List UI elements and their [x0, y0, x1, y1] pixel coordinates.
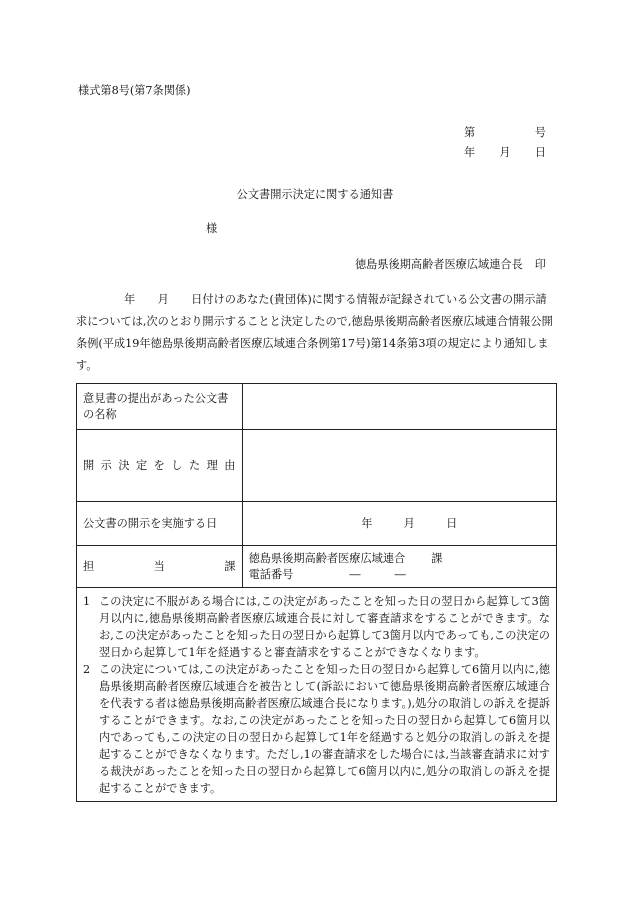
department-suffix: 課 — [431, 551, 443, 565]
disclosure-date-value — [242, 502, 556, 546]
phone-dash: ― — [394, 567, 406, 581]
disclosure-date-parts — [361, 516, 457, 532]
seal-mark: 印 — [534, 258, 546, 271]
department-value — [242, 546, 556, 588]
disclosure-date-label: 公文書の開示を実施する日 — [77, 502, 243, 546]
department-name-line — [249, 551, 550, 567]
issuer-line — [355, 256, 546, 272]
label-char: を — [153, 458, 165, 472]
number-prefix: 第 — [464, 126, 476, 139]
decision-reason-label — [83, 458, 236, 474]
label-char: 定 — [135, 458, 148, 472]
date-month: 月 — [403, 516, 415, 530]
decision-reason-label-cell — [77, 430, 243, 502]
table-row — [77, 430, 557, 502]
label-char: 課 — [224, 559, 236, 573]
document-title: 公文書開示決定に関する通知書 — [236, 188, 394, 201]
note-number: 2 — [83, 663, 91, 676]
label-char: た — [188, 458, 201, 472]
body-text: 年 月 日付けのあなた(貴団体)に関する情報が記録されている公文書の開示請求については,次のとおり開示することと決定したので,徳島県後期高齢者医療広域連合情報公開条例(平成19年徳島県後期高齢者医療広域連合条例第17号)第14条第3項の規定により通知します。 — [76, 293, 553, 372]
document-number-line — [464, 124, 546, 140]
note-item — [83, 593, 550, 661]
note-text: この決定については,この決定があったことを知った日の翌日から起算して6箇月以内に,徳島県後期高齢者医療広域連合を被告として(訴訟において徳島県後期高齢者医療広域連合を代表する者は徳島県後期高齢者医療広域連合長になります。),処分の取消しの訴えを提訴することができます。なお,この決定があったことを知った日の翌日から起算して6箇月以内であっても,この決定の日の翌日から起算して1年を経過すると処分の取消しの訴えを提起することができなくなります。ただし,1の審査請求をした場合には,当該審査請求に対する裁決があったことを知った日の翌日から起算して6箇月以内に,処分の取消しの訴えを提起することができます。 — [99, 663, 550, 795]
number-suffix: 号 — [534, 126, 546, 139]
notes-box — [76, 588, 557, 802]
date-day: 日 — [534, 146, 546, 159]
addressee-honorific: 様 — [206, 222, 218, 235]
date-day: 日 — [446, 516, 458, 530]
label-char: 理 — [206, 458, 218, 472]
info-table — [76, 383, 557, 588]
decision-reason-value — [242, 430, 556, 502]
phone-label: 電話番号 — [248, 567, 294, 581]
issue-date-line — [464, 144, 546, 160]
form-number: 様式第8号(第7条関係) — [78, 84, 191, 97]
label-char: 決 — [118, 458, 130, 472]
date-year: 年 — [361, 516, 373, 530]
phone-line — [249, 567, 550, 583]
note-number: 1 — [83, 595, 91, 608]
document-name-value — [242, 384, 556, 430]
table-row — [77, 546, 557, 588]
table-row — [77, 384, 557, 430]
label-char: 由 — [224, 458, 236, 472]
label-char: 担 — [83, 559, 95, 573]
body-paragraph — [76, 289, 554, 377]
table-row — [77, 502, 557, 546]
phone-dash: ― — [349, 567, 361, 581]
note-item — [83, 661, 550, 797]
department-label-cell — [77, 546, 243, 588]
label-char: し — [171, 458, 183, 472]
label-char: 示 — [100, 458, 112, 472]
label-char: 開 — [83, 458, 95, 472]
issuer-name: 徳島県後期高齢者医療広域連合長 — [354, 258, 523, 271]
department-org: 徳島県後期高齢者医療広域連合 — [248, 551, 406, 565]
label-char: 当 — [153, 559, 165, 573]
note-text: この決定に不服がある場合には,この決定があったことを知った日の翌日から起算して3箇月以内に,徳島県後期高齢者医療広域連合長に対して審査請求をすることができます。なお,この決定があったことを知った日の翌日から起算して3箇月以内であっても,この決定の翌日から起算して1年を経過すると審査請求をすることができなくなります。 — [99, 595, 550, 659]
date-month: 月 — [499, 146, 511, 159]
date-year: 年 — [464, 146, 476, 159]
department-label — [83, 559, 236, 575]
document-name-label: 意見書の提出があった公文書の名称 — [77, 384, 243, 430]
